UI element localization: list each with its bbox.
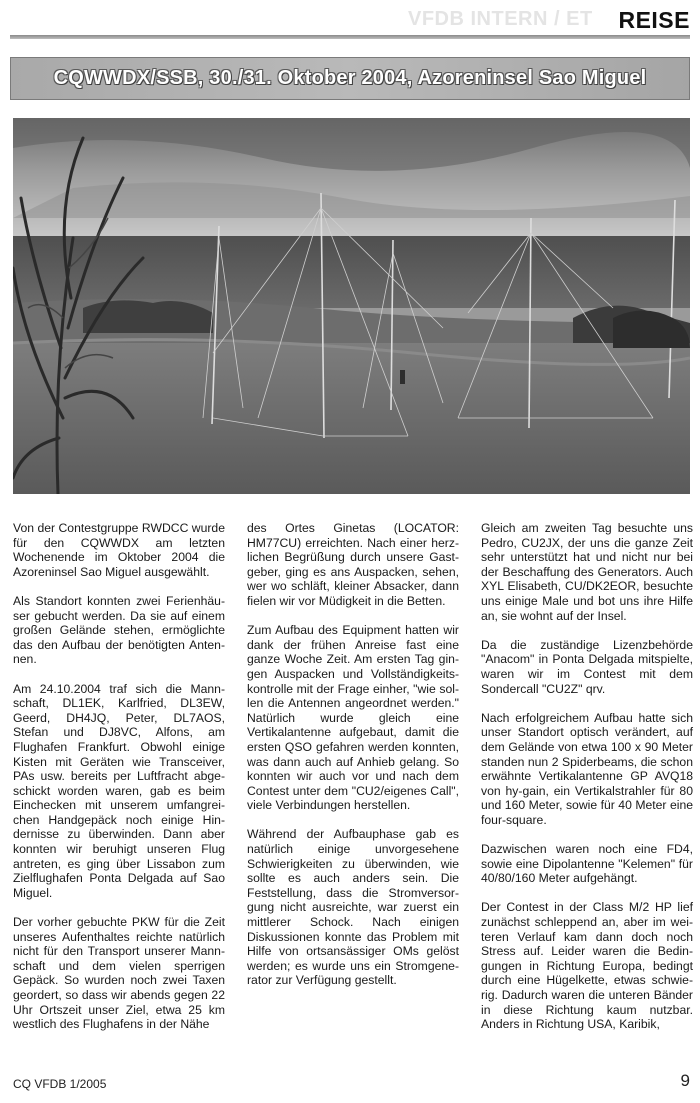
article-banner (10, 57, 690, 100)
paragraph: Der vorher gebuchte PKW für die Zeit unseres Aufenthaltes reichte natürlich nicht für den Transport unserer Mannschaft und dem vielen sperrigen Gepäck. So wurden noch zwei Taxen geordert, so dass wir abends gegen 22 Uhr Ortszeit unser Ziel, etwa 25 km westlich des Flughafens in der Nähe (13, 915, 225, 1032)
paragraph: Der Contest in der Class M/2 HP lief zunächst schleppend an, aber im weiteren Verlauf kam dann doch noch Stress auf. Leider waren die Bedingungen in Richtung Europa, bedingt durch eine Hügelkette, etwas schwierig. Dadurch waren die unteren Bänder in diese Richtung kaum nutzbar. Anders in Richtung USA, Karibik, (481, 900, 693, 1032)
text-column-3 (481, 521, 693, 1046)
antenna-field-photo (13, 118, 690, 494)
article-photo (13, 118, 690, 494)
article-title: CQWWDX/SSB, 30./31. Oktober 2004, Azoreninsel Sao Miguel (53, 67, 647, 89)
page-number: 9 (680, 1071, 690, 1090)
paragraph: Dazwischen waren noch eine FD4, sowie eine Dipolantenne "Kelemen" für 40/80/160 Meter aufgehängt. (481, 842, 693, 886)
text-column-1 (13, 521, 225, 1046)
header-rule (10, 35, 690, 39)
paragraph: des Ortes Ginetas (LOCATOR: HM77CU) erreichten. Nach einer herzlichen Begrüßung durch unsere Gastgeber, ging es ans Auspacken, sehen, wer wo schläft, kleiner Absacker, dann fielen wir vor Müdigkeit in die Betten. (247, 521, 459, 608)
text-column-2 (247, 521, 459, 1003)
paragraph: Zum Aufbau des Equipment hatten wir dank der frühen Anreise fast eine ganze Woche Zeit. Am ersten Tag gingen Auspacken und Vollständigkeitskontrolle mit der Frage einher, "wie sollen die Antennen angeordnet werden." Natürlich wurde gleich eine Vertikalantenne aufgebaut, damit die ersten QSO gefahren werden konnten, was dann auch auf Anhieb gelang. So konnten wir auch vor und nach dem Contest unter dem "CU2/eigenes Call", viele Verbindungen herstellen. (247, 623, 459, 813)
paragraph: Von der Contestgruppe RWDCC wurde für den CQWWDX am letzten Wochenende im Oktober 2004 die Azoreninsel Sao Miguel ausgewählt. (13, 521, 225, 579)
paragraph: Da die zuständige Lizenzbehörde "Anacom" in Ponta Delgada mitspielte, waren wir im Contest mit dem Sondercall "CU2Z" qrv. (481, 637, 693, 696)
paragraph: Am 24.10.2004 traf sich die Mannschaft, DL1EK, Karlfried, DL3EW, Geerd, DH4JQ, Peter, DL7AOS, Stefan und DJ8VC, Alfons, am Flughafen Frankfurt. Obwohl einige Kisten mit Geräten wie Transceiver, PAs usw. bereits per Luftfracht abgeschickt worden waren, gab es beim Einchecken mit unserem umfangreichen Handgepäck noch einige Hindernisse zu überwinden. Dann aber konnten wir beruhigt unseren Flug antreten, es ging über Lissabon zum Zielflughafen Ponta Delgada auf Sao Miguel. (13, 681, 225, 900)
paragraph: Als Standort konnten zwei Ferienhäuser gebucht werden. Da sie auf einem großen Gelände stehen, ermöglichte das den Aufbau der benötigten Antennen. (13, 593, 225, 667)
header-watermark: VFDB INTERN / ET (408, 8, 593, 30)
publication-footer: CQ VFDB 1/2005 (13, 1077, 107, 1091)
paragraph: Nach erfolgreichem Aufbau hatte sich unser Standort optisch verändert, auf dem Gelände von etwa 100 x 90 Meter standen nun 2 Spiderbeams, die schon erwähnte Vertikalantenne GP AVQ18 von hy-gain, ein Vertikalstrahler für 80 und 160 Meter, sowie für 40 Meter eine four-square. (481, 710, 693, 827)
section-title: REISE (618, 7, 690, 33)
paragraph: Gleich am zweiten Tag besuchte uns Pedro, CU2JX, der uns die ganze Zeit sehr unterstützt hat und nicht nur bei der Beschaffung des Generators. Auch XYL Elisabeth, CU/DK2EOR, besuchte uns einige Male und bot uns ihre Hilfe an, sie wohnt auf der Insel. (481, 521, 693, 623)
paragraph: Während der Aufbauphase gab es natürlich einige unvorgesehene Schwierigkeiten zu überwinden, wie sollte es auch anders sein. Die Feststellung, dass die Stromversorgung nicht ausreichte, war zuerst ein mittlerer Schock. Nach einigen Diskussionen konnte das Problem mit Hilfe von ortsansässiger OMs gelöst werden; es wurde uns ein Stromgenerator zur Verfügung gestellt. (247, 827, 459, 988)
